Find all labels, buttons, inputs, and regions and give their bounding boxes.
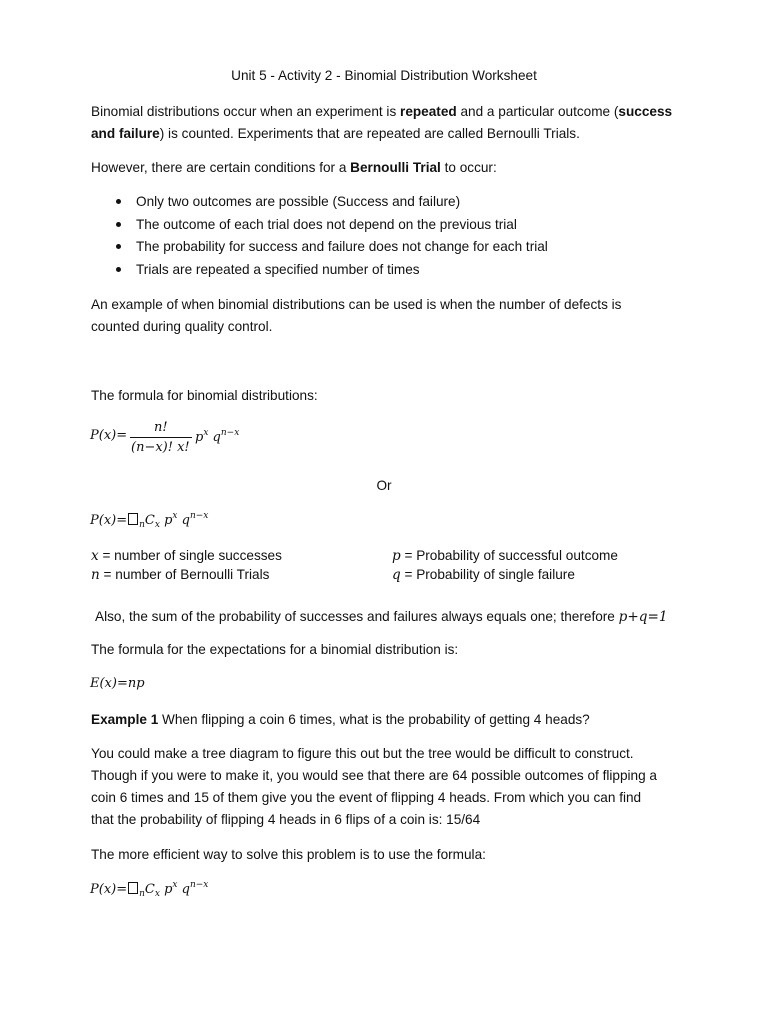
formula-p: p <box>164 513 173 528</box>
or-label: Or <box>376 478 392 493</box>
expectation-formula: E(x)=np <box>90 676 145 691</box>
paragraph-line: coin 6 times and 15 of them give you the event of flipping 4 heads. From which you can find <box>91 790 642 805</box>
list-item: The probability for success and failure does not change for each trial <box>136 239 548 254</box>
page-title: Unit 5 - Activity 2 - Binomial Distribution Worksheet <box>231 68 537 83</box>
intro-text: ) is counted. Experiments that are repeated are called Bernoulli Trials. <box>159 126 580 141</box>
fraction-bar <box>130 437 192 438</box>
formula-n-subscript: n <box>139 889 145 899</box>
formula-denominator: (n−x)! x! <box>131 440 190 455</box>
formula-q: q <box>181 882 190 897</box>
intro-line-1 <box>91 103 672 120</box>
example1-question-text: When flipping a coin 6 times, what is the probability of getting 4 heads? <box>158 712 590 727</box>
formula-x-subscript: x <box>154 889 160 899</box>
formula-p: p <box>164 882 173 897</box>
definition-text: = number of single successes <box>98 548 282 563</box>
conditions-text: However, there are certain conditions for a <box>91 160 351 175</box>
bullet-icon <box>116 222 121 227</box>
formula-power-terms <box>195 428 239 445</box>
bullet-icon <box>116 244 121 249</box>
definition-n <box>91 566 269 584</box>
list-item: Only two outcomes are possible (Success and failure) <box>136 194 461 209</box>
conditions-bold-term: Bernoulli Trial <box>350 160 441 175</box>
definition-text: = Probability of successful outcome <box>400 548 618 563</box>
formula-q-exponent: n−x <box>220 428 240 438</box>
definition-p <box>392 547 618 565</box>
intro-text: and a particular outcome ( <box>456 104 619 119</box>
formula-C: C <box>144 882 155 897</box>
conditions-lead <box>91 159 497 176</box>
example-use-line-1: An example of when binomial distributions can be used is when the number of defects is <box>91 297 622 312</box>
intro-bold-failure: and failure <box>91 126 160 141</box>
list-item: The outcome of each trial does not depend on the previous trial <box>136 217 517 232</box>
example1-question <box>91 711 590 728</box>
formula-C: C <box>144 513 155 528</box>
formula-x-subscript: x <box>154 520 160 530</box>
symbol-q: q <box>392 567 401 583</box>
conditions-text: to occur: <box>440 160 497 175</box>
formula-heading: The formula for binomial distributions: <box>91 388 318 403</box>
formula-lhs: P(x)= <box>90 513 128 528</box>
placeholder-box-icon <box>128 513 138 525</box>
example1-label: Example 1 <box>91 712 159 727</box>
formula-q-exponent: n−x <box>189 511 209 521</box>
symbol-n: n <box>91 567 100 583</box>
example-use-line-2: counted during quality control. <box>91 319 273 334</box>
binomial-formula-combination <box>90 511 208 530</box>
paragraph-line: You could make a tree diagram to figure this out but the tree would be difficult to construct. <box>91 746 634 761</box>
bullet-icon <box>116 267 121 272</box>
paragraph-line: that the probability of flipping 4 heads in 6 flips of a coin is: 15/64 <box>91 812 481 827</box>
definition-q <box>392 566 575 584</box>
formula-p: p <box>195 430 204 445</box>
formula-q-exponent: n−x <box>189 880 209 890</box>
formula-lhs: P(x)= <box>90 882 128 897</box>
intro-text: Binomial distributions occur when an experiment is <box>91 104 401 119</box>
formula-p-exponent: x <box>172 511 178 521</box>
paragraph-line: Though if you were to make it, you would see that there are 64 possible outcomes of flipping a <box>91 768 657 783</box>
symbol-x: x <box>91 548 99 564</box>
placeholder-box-icon <box>128 882 138 894</box>
formula-p-exponent: x <box>172 880 178 890</box>
sum-note-text: Also, the sum of the probability of successes and failures always equals one; therefore <box>95 609 619 624</box>
expectation-heading: The formula for the expectations for a binomial distribution is: <box>91 642 459 657</box>
formula-p-exponent: x <box>203 428 209 438</box>
intro-bold-success: success <box>618 104 673 119</box>
definition-x <box>91 547 282 565</box>
formula-lhs: P(x)= <box>90 428 128 443</box>
formula-q: q <box>181 513 190 528</box>
list-item: Trials are repeated a specified number of times <box>136 262 420 277</box>
formula-q: q <box>212 430 221 445</box>
binomial-formula-combination-repeat <box>90 880 208 899</box>
efficient-method-text: The more efficient way to solve this problem is to use the formula: <box>91 847 486 862</box>
intro-line-2 <box>91 125 580 142</box>
definition-text: = Probability of single failure <box>400 567 575 582</box>
formula-numerator: n! <box>154 420 168 435</box>
symbol-p: p <box>392 548 401 564</box>
sum-note <box>95 608 668 626</box>
bullet-icon <box>116 199 121 204</box>
sum-equation: p+q=1 <box>618 609 668 625</box>
intro-bold-repeated: repeated <box>400 104 457 119</box>
formula-n-subscript: n <box>139 520 145 530</box>
definition-text: = number of Bernoulli Trials <box>99 567 270 582</box>
